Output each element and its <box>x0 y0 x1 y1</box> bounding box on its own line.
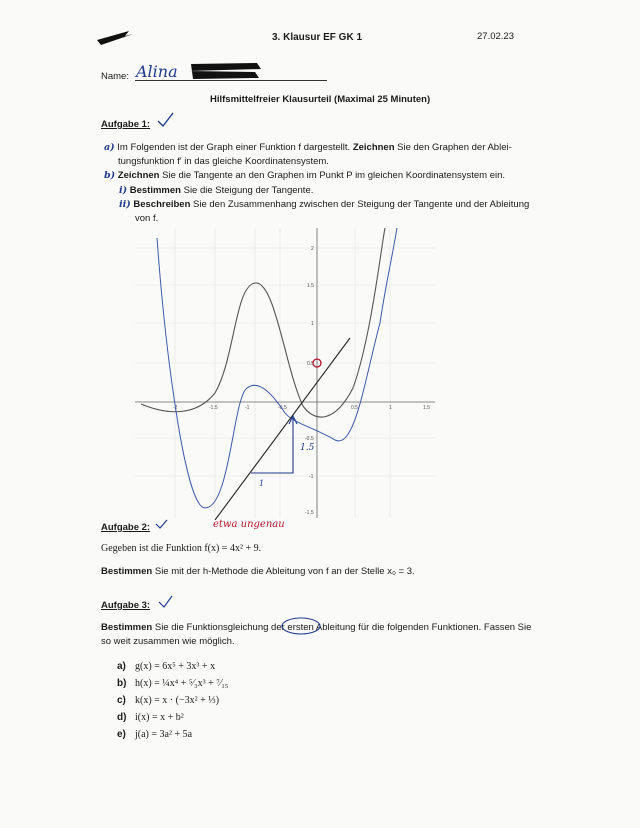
scribble-mark <box>95 28 135 48</box>
checkmark-icon <box>158 595 174 609</box>
exam-title: 3. Klausur EF GK 1 <box>272 32 363 43</box>
aufgabe3-task-cont: so weit zusammen wie möglich. <box>101 636 235 647</box>
teacher-note: etwa ungenau <box>213 519 285 530</box>
list-item: b) h(x) = ¼x⁴ + ⁵⁄₃x³ + ⁷⁄₁₅ <box>117 678 229 689</box>
list-item: e) j(a) = 3a² + 5a <box>117 729 193 740</box>
tick-x: -2 <box>173 405 178 411</box>
aufgabe3-items <box>117 658 228 743</box>
list-item: a) g(x) = 6x⁵ + 3x³ + x <box>117 661 216 672</box>
tick-y: 0.5 <box>307 361 314 367</box>
tick-y: -0.5 <box>305 436 314 442</box>
exam-date: 27.02.23 <box>477 31 514 42</box>
slope-label: 1.5 <box>300 443 315 453</box>
tick-y: 1.5 <box>307 283 314 289</box>
circled-word-mark <box>280 616 322 636</box>
list-item: c) k(x) = x · (−3x² + ⅓) <box>117 695 220 706</box>
aufgabe1-b: b) Zeichnen Sie die Tangente an den Graphen im Punkt P im gleichen Koordinatensystem ein. <box>104 170 506 181</box>
exam-subtitle: Hilfsmittelfreier Klausurteil (Maximal 25 Minuten) <box>210 94 431 105</box>
redaction-scribble <box>185 60 265 82</box>
marker-b: b) <box>104 170 116 181</box>
aufgabe3-task: Bestimmen Sie die Funktionsgleichung der ersten Ableitung für die folgenden Funktionen. Fassen Sie <box>101 622 532 633</box>
name-label: Name: <box>101 71 129 82</box>
aufgabe1-bi: i) Bestimmen Sie die Steigung der Tangente. <box>119 185 314 196</box>
tick-x: 1.5 <box>423 405 430 411</box>
tick-x: 1 <box>389 405 392 411</box>
aufgabe1-a: a) Im Folgenden ist der Graph einer Funktion f dargestellt. Zeichnen Sie den Graphen der Ablei- <box>104 142 512 153</box>
aufgabe3-heading: Aufgabe 3: <box>101 600 151 611</box>
student-name: Alina <box>136 62 178 81</box>
tick-y: 2 <box>311 246 314 252</box>
tick-y: -1.5 <box>305 510 314 516</box>
aufgabe1-bii: ii) Beschreiben Sie den Zusammenhang zwischen der Steigung der Tangente und der Ableitung <box>119 199 530 210</box>
tick-x: -0.5 <box>278 405 287 411</box>
slope-triangle <box>251 418 293 473</box>
tick-y: 1 <box>311 321 314 327</box>
graph-grid <box>135 228 435 518</box>
marker-a: a) <box>104 142 115 153</box>
tick-x: -1 <box>245 405 250 411</box>
aufgabe2-task: Bestimmen Sie mit der h-Methode die Ableitung von f an der Stelle x₀ = 3. <box>101 566 415 577</box>
tangent-line <box>215 338 350 520</box>
tick-y: -1 <box>309 474 314 480</box>
checkmark-icon <box>155 518 169 530</box>
aufgabe1-bii-cont: von f. <box>135 213 159 224</box>
graph-derivative <box>157 228 397 508</box>
checkmark-icon <box>156 111 176 129</box>
list-item: d) i(x) = x + b² <box>117 712 184 723</box>
coordinate-graph <box>135 228 435 520</box>
aufgabe2-heading: Aufgabe 2: <box>101 522 151 533</box>
tick-x: 0.5 <box>351 405 358 411</box>
run-label: 1 <box>259 479 265 488</box>
graph-f <box>141 228 385 417</box>
aufgabe2-given: Gegeben ist die Funktion f(x) = 4x² + 9. <box>101 543 262 554</box>
tick-x: -1.5 <box>209 405 218 411</box>
aufgabe1-a-cont: tungsfunktion f' in das gleiche Koordinatensystem. <box>118 156 329 167</box>
aufgabe1-heading: Aufgabe 1: <box>101 119 151 130</box>
